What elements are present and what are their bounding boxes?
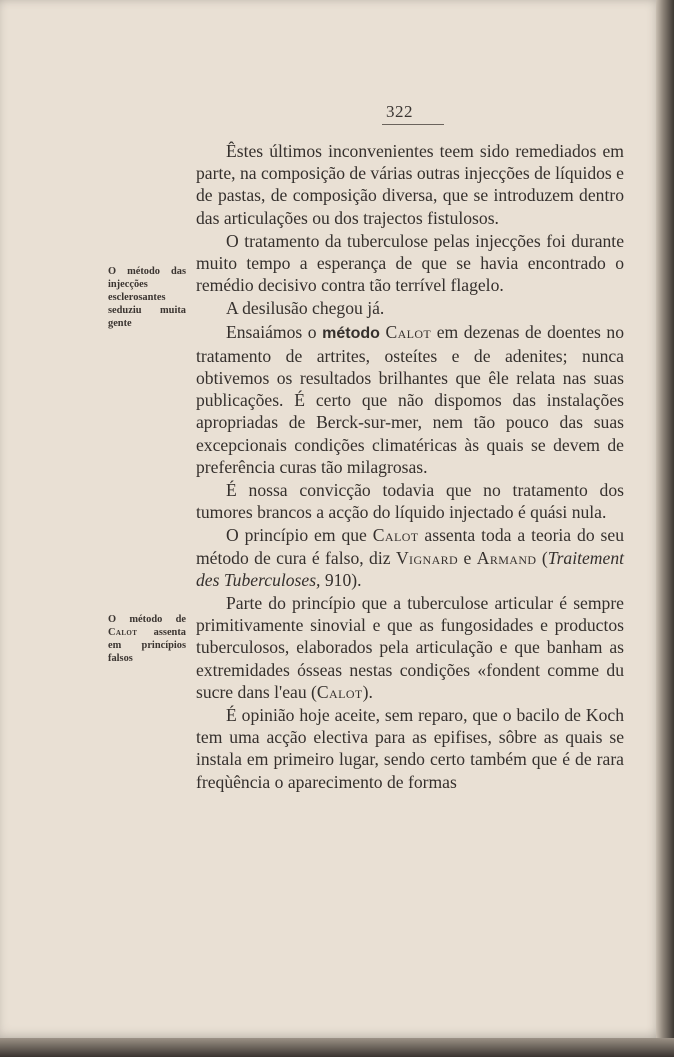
paragraph-2: O tratamento da tuberculose pelas injecções foi durante muito tempo a esperança de que se havia encontrado o remédio decisivo contra tão terrível flagelo. xyxy=(196,230,624,296)
margin-note-injections: O método das injecções esclerosantes seduziu muita gente xyxy=(108,266,186,329)
paragraph-1: Êstes últimos inconvenientes teem sido remediados em parte, na composição de várias outras injecções de líquidos e de pastas, de composição diversa, que se introduzem dentro das articulações ou dos trajectos fistulosos. xyxy=(196,141,624,228)
p6-pre: O princípio em que xyxy=(226,525,373,546)
p6-vignard: Vignard xyxy=(395,547,459,568)
paragraph-6 xyxy=(196,524,624,591)
paragraph-3: A desilusão chegou já. xyxy=(226,298,385,319)
p6-calot: Calot xyxy=(372,525,419,546)
margin-note-calot-method: O método de Calot assenta em princípios falsos xyxy=(108,614,186,664)
p7-post: ). xyxy=(362,681,373,702)
p6-open: ( xyxy=(536,547,548,568)
p6-mid: assenta toda a teoria do seu método de cura é falso, diz xyxy=(196,525,624,568)
paragraph-5: É nossa convicção todavia que no tratamento dos tumores brancos a acção do líquido injectado é quási nula. xyxy=(196,480,624,523)
p6-close: 910). xyxy=(320,569,362,590)
p4-calot: Calot xyxy=(385,321,432,342)
p4-post: em dezenas de doentes no tratamento de artrites, osteítes e de adenites; nunca obtivemos os resultados brilhantes que êle relata nas suas publicações. É certo que não dispomos das instalações apropriadas de Berck-sur-mer, nem tão pouco das suas excepcionais condições climatéricas às quais se devem de preferência curas tão milagrosas. xyxy=(196,321,624,477)
page-edge-right xyxy=(656,0,674,1057)
p6-italic-title: Traitement des Tuberculoses, xyxy=(196,547,625,590)
paragraph-7 xyxy=(196,592,624,703)
p6-and: e xyxy=(458,547,477,568)
margin-note-calot-name: Calot xyxy=(108,627,138,638)
page-number-rule xyxy=(382,124,444,125)
paragraph-4 xyxy=(196,321,624,478)
p6-armand: Armand xyxy=(476,547,537,568)
p4-pre: Ensaiámos o xyxy=(226,321,323,342)
page-edge-bottom xyxy=(0,1038,674,1057)
p7-pre: Parte do princípio que a tuberculose articular é sempre primitivamente sinovial e que as fungosidades e productos tuberculosos, elaborados pela articulação e que banham as extremidades ósseas nestas condições «fondent comme du sucre dans l'eau ( xyxy=(196,593,624,702)
body-text xyxy=(196,140,624,794)
p4-bold: método xyxy=(322,324,380,342)
paragraph-8: É opinião hoje aceite, sem reparo, que o bacilo de Koch tem uma acção electiva para as epifises, sôbre as quais se instala em primeiro lugar, sendo certo também que é de rara freqùência o aparecimento de formas xyxy=(196,705,624,792)
p7-calot: Calot xyxy=(316,681,363,702)
page-number: 322 xyxy=(386,102,413,121)
